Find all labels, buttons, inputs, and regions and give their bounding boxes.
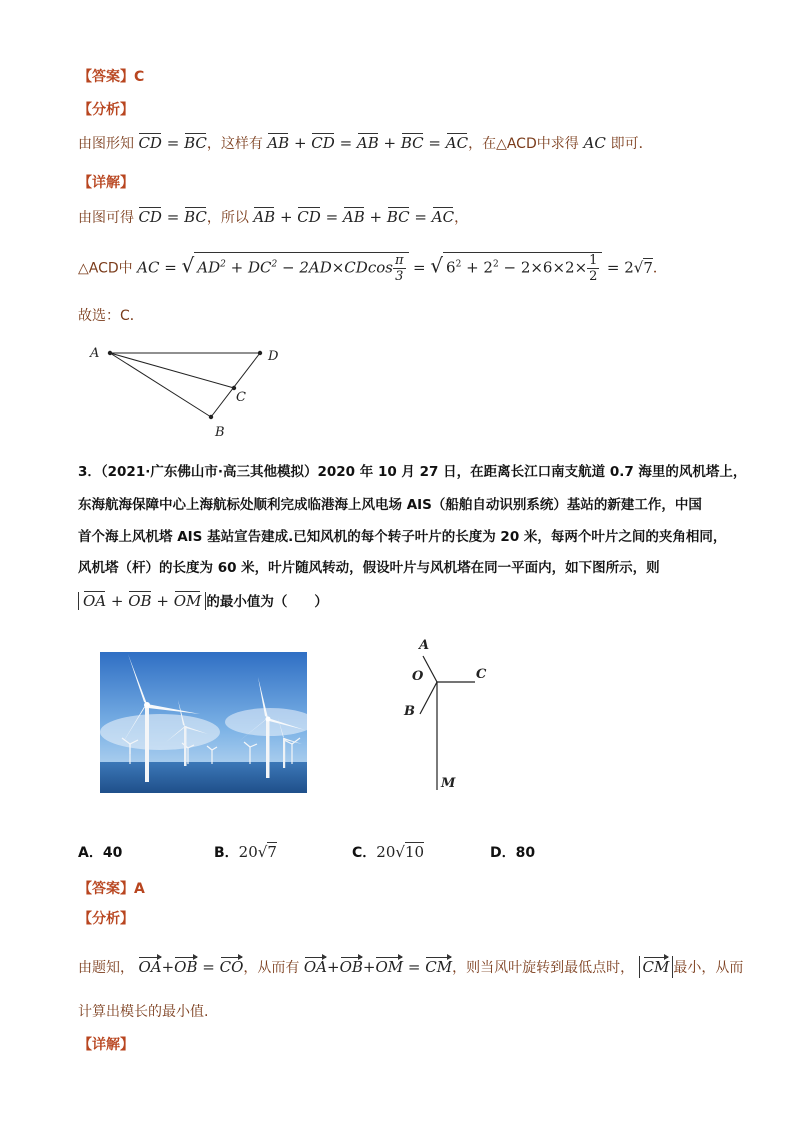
label-b: B <box>404 704 415 719</box>
answer-heading-2: 【答案】A <box>78 881 145 897</box>
analysis-heading: 【分析】 <box>78 102 134 118</box>
point-d <box>258 351 262 355</box>
label-d: D <box>268 349 279 364</box>
answer-value-2: A <box>134 881 145 897</box>
question-line-1: 3．（2021·广东佛山市·高三其他模拟）2020 年 10 月 27 日，在距离长江口南支航道 0.7 海里的风机塔上， <box>78 464 747 480</box>
question-line-2: 东海航海保障中心上海航标处顺利完成临港海上风电场 AIS（船舶自动识别系统）基站的新建工作，中国 <box>78 497 702 513</box>
wind-turbine-photo <box>100 652 307 793</box>
label-c: C <box>476 667 487 682</box>
segment-db <box>211 353 260 417</box>
quadrilateral-figure <box>80 340 300 445</box>
label-m: M <box>441 776 456 791</box>
answer-value: C <box>134 69 145 85</box>
point-b <box>209 415 213 419</box>
option-a[interactable]: A．40 <box>78 845 123 861</box>
analysis-line-2b: 计算出模长的最小值. <box>78 1004 209 1020</box>
segment-ab <box>110 353 211 417</box>
segment-oa <box>423 656 437 682</box>
question-line-5: OA + OB + OM 的最小值为（ ） <box>78 591 328 612</box>
choice-line: 故选：C． <box>78 308 144 324</box>
analysis-heading-2: 【分析】 <box>78 911 134 927</box>
segment-ob <box>420 682 437 714</box>
segment-ac <box>110 353 234 388</box>
answer-heading: 【答案】C <box>78 69 145 85</box>
label-b: B <box>215 425 225 440</box>
detail-heading: 【详解】 <box>78 175 134 191</box>
label-c: C <box>236 390 246 405</box>
label-a: A <box>90 346 100 361</box>
option-c[interactable]: C．20√10 <box>352 843 425 861</box>
option-b[interactable]: B．20√7 <box>214 843 277 861</box>
label-o: O <box>412 669 424 684</box>
label-a: A <box>419 638 430 653</box>
analysis-line-2: 由题知， OA+OB = CO，从而有 OA+OB+OM = CM，则当风叶旋转到最低点时， CM 最小，从而 <box>78 958 744 976</box>
point-a <box>108 351 112 355</box>
formula-line: △ACD中 AC = √ $AD^2 + DC^2 - 2AD\times CDcos$ $\frac{\pi}{3}$ = √ $6^2 + 2^2 - 2\times 6\times 2\times$ $\frac{1}{2}$ = 2√7． <box>78 253 667 284</box>
question-line-3: 首个海上风机塔 AIS 基站宣告建成.已知风机的每个转子叶片的长度为 20 米，每两个叶片之间的夹角相同， <box>78 529 727 545</box>
option-d[interactable]: D．80 <box>490 845 536 861</box>
question-line-4: 风机塔（杆）的长度为 60 米，叶片随风转动，假设叶片与风机塔在同一平面内，如下图所示，则 <box>78 560 660 576</box>
turbine-vector-diagram <box>395 630 505 800</box>
detail-heading-2: 【详解】 <box>78 1037 134 1053</box>
detail-line: 由图可得 CD = BC，所以 AB + CD = AB + BC = AC， <box>78 208 469 226</box>
analysis-line: 由图形知 CD = BC，这样有 AB + CD = AB + BC = AC，在△ACD中求得 AC 即可． <box>78 134 653 152</box>
